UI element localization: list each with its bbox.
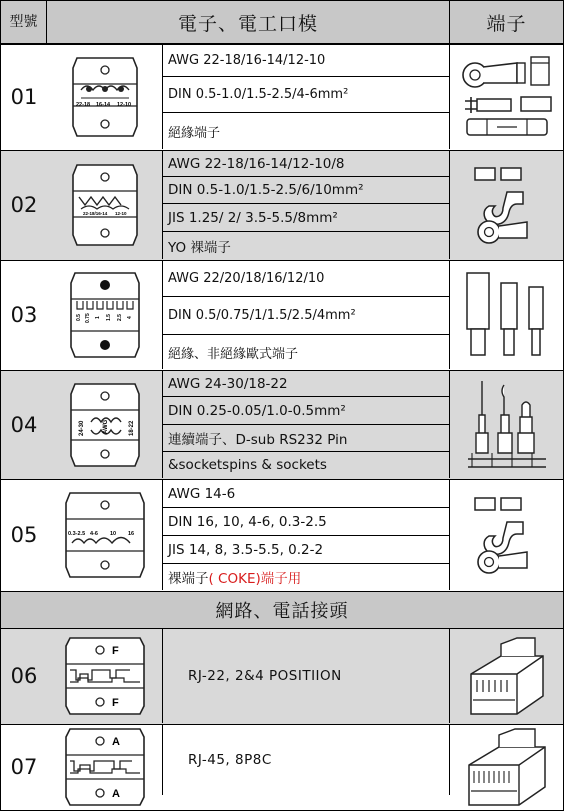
- spec-line: AWG 22-18/16-14/12-10: [163, 45, 449, 77]
- header-die-cell: [46, 0, 450, 44]
- row-number: 03: [10, 303, 38, 327]
- terminal-image-05: [450, 480, 563, 590]
- product-row-01: [0, 44, 564, 151]
- spec-text-red: ( COKE)端子用: [208, 571, 302, 587]
- spec-line: DIN 0.5-1.0/1.5-2.5/6/10mm²: [163, 177, 449, 204]
- terminal-image-03: [450, 261, 563, 369]
- die-label: 12-10: [116, 102, 131, 108]
- spec-line: DIN 16, 10, 4-6, 0.3-2.5: [163, 508, 449, 536]
- product-row-04: [0, 370, 564, 480]
- die-drawing-04: [47, 371, 162, 478]
- terminal-image-02: [450, 151, 563, 259]
- rj45-plug-icon: [461, 727, 553, 807]
- fork-ring-terminal-icon: [467, 492, 547, 578]
- spec-line: AWG 24-30/18-22: [163, 371, 449, 397]
- product-row-02: [0, 150, 564, 261]
- row-number: 01: [10, 85, 38, 109]
- die-label: 12-10: [114, 211, 127, 216]
- spec-area-02: [162, 151, 450, 259]
- ferrule-terminal-icon: [461, 269, 553, 361]
- die-label: 0.5: [75, 314, 82, 321]
- die-mark: F: [111, 697, 119, 709]
- spec-line: AWG 22/20/18/16/12/10: [163, 261, 449, 297]
- spec-line: JIS 14, 8, 3.5-5.5, 0.2-2: [163, 536, 449, 564]
- die-mark: F: [111, 645, 119, 657]
- spec-area-04: [162, 371, 450, 478]
- row-number: 04: [10, 412, 38, 437]
- terminal-image-04: [450, 371, 563, 478]
- crimp-die-icon: [63, 56, 147, 138]
- header-terminal-cell: [449, 0, 564, 44]
- row-number: 05: [10, 523, 38, 547]
- product-row-05: [0, 479, 564, 592]
- row-number: 02: [10, 193, 38, 217]
- product-row-07: [0, 724, 564, 811]
- terminal-image-01: [450, 45, 563, 149]
- header-type-cell: [0, 0, 47, 44]
- die-mark: A: [111, 788, 120, 800]
- die-label: 0.3-2.5: [67, 531, 85, 537]
- spec-line: DIN 0.25-0.05/1.0-0.5mm²: [163, 397, 449, 425]
- crimp-die-icon: [63, 271, 147, 359]
- rj-die-icon: [60, 727, 150, 807]
- die-drawing-01: [47, 45, 162, 149]
- terminal-image-06: [450, 629, 563, 723]
- spec-area-03: [162, 261, 450, 369]
- header-die-label: 電子、電工口模: [177, 12, 318, 35]
- die-label: 16-14: [95, 102, 110, 108]
- die-label: 16: [127, 531, 134, 537]
- die-label: 2.5: [116, 314, 123, 321]
- die-label: 4: [126, 316, 133, 319]
- spec-line: DIN 0.5/0.75/1/1.5/2.5/4mm²: [163, 297, 449, 335]
- spec-line: 絕緣端子: [168, 125, 221, 141]
- row-number: 06: [10, 664, 38, 688]
- crimp-die-icon: [63, 163, 147, 247]
- spec-line: JIS 1.25/ 2/ 3.5-5.5/8mm²: [163, 204, 449, 232]
- dsub-pin-terminal-icon: [462, 375, 552, 475]
- crimp-die-icon: [60, 491, 150, 579]
- die-mark: A: [111, 736, 120, 748]
- header-type-label: 型號: [9, 13, 38, 30]
- spec-line: YO 裸端子: [168, 239, 231, 256]
- die-label: 18-22: [128, 420, 135, 436]
- ring-terminal-icon: [457, 51, 557, 143]
- product-row-06: [0, 628, 564, 725]
- die-drawing-06: [47, 629, 162, 723]
- die-drawing-03: [47, 261, 162, 369]
- spec-line: DIN 0.5-1.0/1.5-2.5/4-6mm²: [163, 77, 449, 113]
- die-drawing-07: [47, 725, 162, 809]
- spec-line-coke: [163, 564, 449, 590]
- fork-ring-terminal-icon: [467, 162, 547, 248]
- die-label: 1: [94, 316, 101, 319]
- die-label: 10: [109, 531, 116, 537]
- die-label: 22-18: [75, 102, 90, 108]
- rj-spec-07: RJ-45, 8P8C: [162, 725, 450, 795]
- die-label: AWG: [102, 419, 109, 434]
- die-label: 24-30: [78, 420, 85, 436]
- header-terminal-label: 端子: [486, 12, 527, 35]
- section-header-network: [0, 591, 564, 629]
- spec-text-black: 裸端子: [168, 571, 209, 587]
- rj22-plug-icon: [461, 634, 553, 718]
- die-drawing-02: [47, 151, 162, 259]
- spec-line: AWG 14-6: [163, 480, 449, 508]
- die-label: 4-6: [89, 531, 98, 537]
- section-title: 網路、電話接頭: [215, 601, 349, 622]
- terminal-image-07: [450, 725, 563, 809]
- rj-die-icon: [60, 636, 150, 716]
- product-row-03: [0, 260, 564, 371]
- spec-line: 絕緣、非絕緣歐式端子: [168, 346, 299, 362]
- spec-area-01: [162, 45, 450, 149]
- die-drawing-05: [47, 480, 162, 590]
- rj-spec-06: RJ-22, 2&4 POSITIION: [162, 629, 450, 723]
- die-label: 22-18/16-14: [82, 211, 107, 216]
- row-number: 07: [10, 755, 38, 779]
- spec-line: 連續端子、D-sub RS232 Pin: [163, 425, 449, 452]
- spec-line: AWG 22-18/16-14/12-10/8: [163, 151, 449, 177]
- die-label: 1.5: [105, 314, 112, 321]
- crimp-die-icon: [63, 382, 147, 468]
- spec-line: &socketspins & sockets: [168, 457, 327, 473]
- spec-area-05: [162, 480, 450, 590]
- die-label: 0.75: [84, 313, 91, 323]
